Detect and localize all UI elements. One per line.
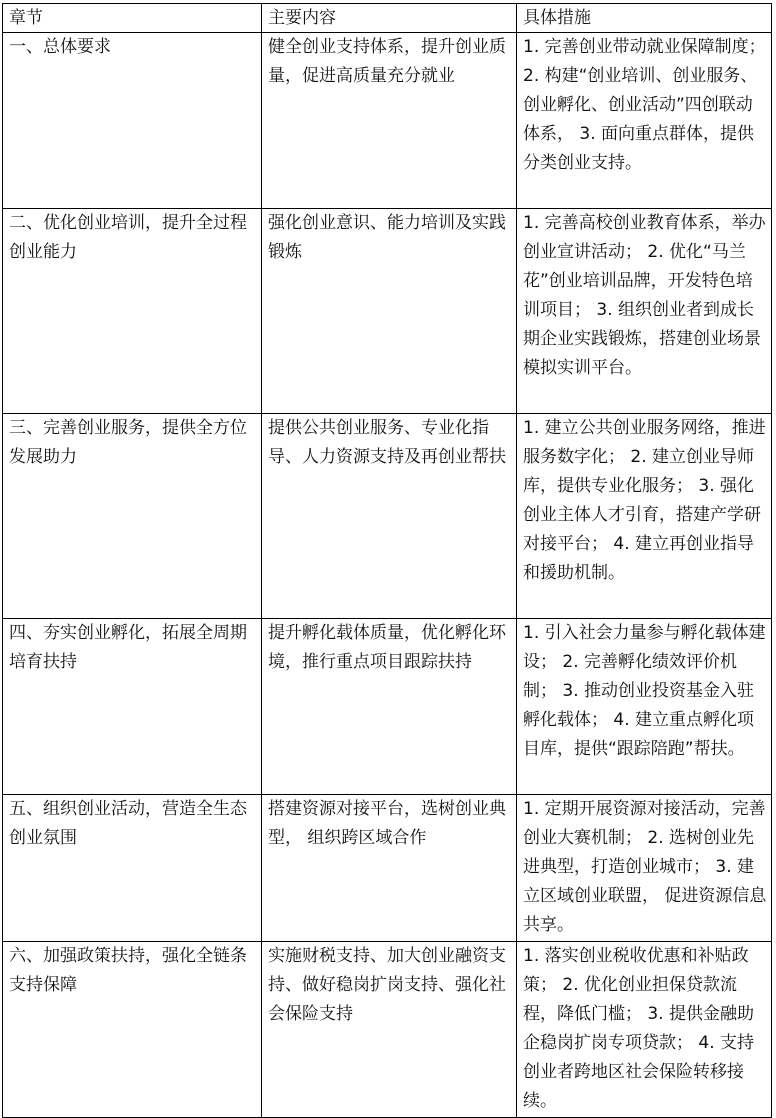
table-row — [3, 795, 772, 942]
chapter-cell: 二、优化创业培训，提升全过程创业能力 — [3, 209, 262, 414]
content-cell: 搭建资源对接平台，选树创业典型， 组织跨区域合作 — [262, 795, 517, 942]
content-cell: 健全创业支持体系，提升创业质量，促进高质量充分就业 — [262, 33, 517, 209]
table-row — [3, 619, 772, 795]
measures-cell: 1. 建立公共创业服务网络，推进服务数字化； 2. 建立创业导师库，提供专业化服务； 3. 强化创业主体人才引育，搭建产学研对接平台； 4. 建立再创业指导和援助机制。 — [517, 414, 772, 619]
table-row — [3, 414, 772, 619]
header-row — [3, 4, 772, 33]
content-cell: 实施财税支持、加大创业融资支持、做好稳岗扩岗支持、强化社会保险支持 — [262, 942, 517, 1118]
measures-cell: 1. 完善高校创业教育体系，举办创业宣讲活动； 2. 优化“马兰花”创业培训品牌，开发特色培训项目； 3. 组织创业者到成长期企业实践锻炼，搭建创业场景模拟实训平台。 — [517, 209, 772, 414]
measures-cell: 1. 定期开展资源对接活动，完善创业大赛机制； 2. 选树创业先进典型，打造创业城市； 3. 建立区域创业联盟， 促进资源信息共享。 — [517, 795, 772, 942]
chapter-cell: 一、总体要求 — [3, 33, 262, 209]
chapter-cell: 四、夯实创业孵化，拓展全周期培育扶持 — [3, 619, 262, 795]
chapter-cell: 六、加强政策扶持，强化全链条支持保障 — [3, 942, 262, 1118]
table-row — [3, 33, 772, 209]
content-cell: 提升孵化载体质量，优化孵化环境，推行重点项目跟踪扶持 — [262, 619, 517, 795]
header-content: 主要内容 — [262, 4, 517, 33]
measures-cell: 1. 引入社会力量参与孵化载体建设； 2. 完善孵化绩效评价机制； 3. 推动创业投资基金入驻孵化载体； 4. 建立重点孵化项目库，提供“跟踪陪跑”帮扶。 — [517, 619, 772, 795]
content-cell: 提供公共创业服务、专业化指导、人力资源支持及再创业帮扶 — [262, 414, 517, 619]
measures-cell: 1. 落实创业税收优惠和补贴政策； 2. 优化创业担保贷款流程，降低门槛； 3. 提供金融助企稳岗扩岗专项贷款； 4. 支持创业者跨地区社会保险转移接续。 — [517, 942, 772, 1118]
measures-cell: 1. 完善创业带动就业保障制度； 2. 构建“创业培训、创业服务、创业孵化、创业活动”四创联动体系， 3. 面向重点群体，提供分类创业支持。 — [517, 33, 772, 209]
policy-table — [2, 3, 772, 1118]
chapter-cell: 三、完善创业服务，提供全方位发展助力 — [3, 414, 262, 619]
header-chapter: 章节 — [3, 4, 262, 33]
chapter-cell: 五、组织创业活动，营造全生态创业氛围 — [3, 795, 262, 942]
header-measures: 具体措施 — [517, 4, 772, 33]
table-row — [3, 209, 772, 414]
table-row — [3, 942, 772, 1118]
content-cell: 强化创业意识、能力培训及实践锻炼 — [262, 209, 517, 414]
